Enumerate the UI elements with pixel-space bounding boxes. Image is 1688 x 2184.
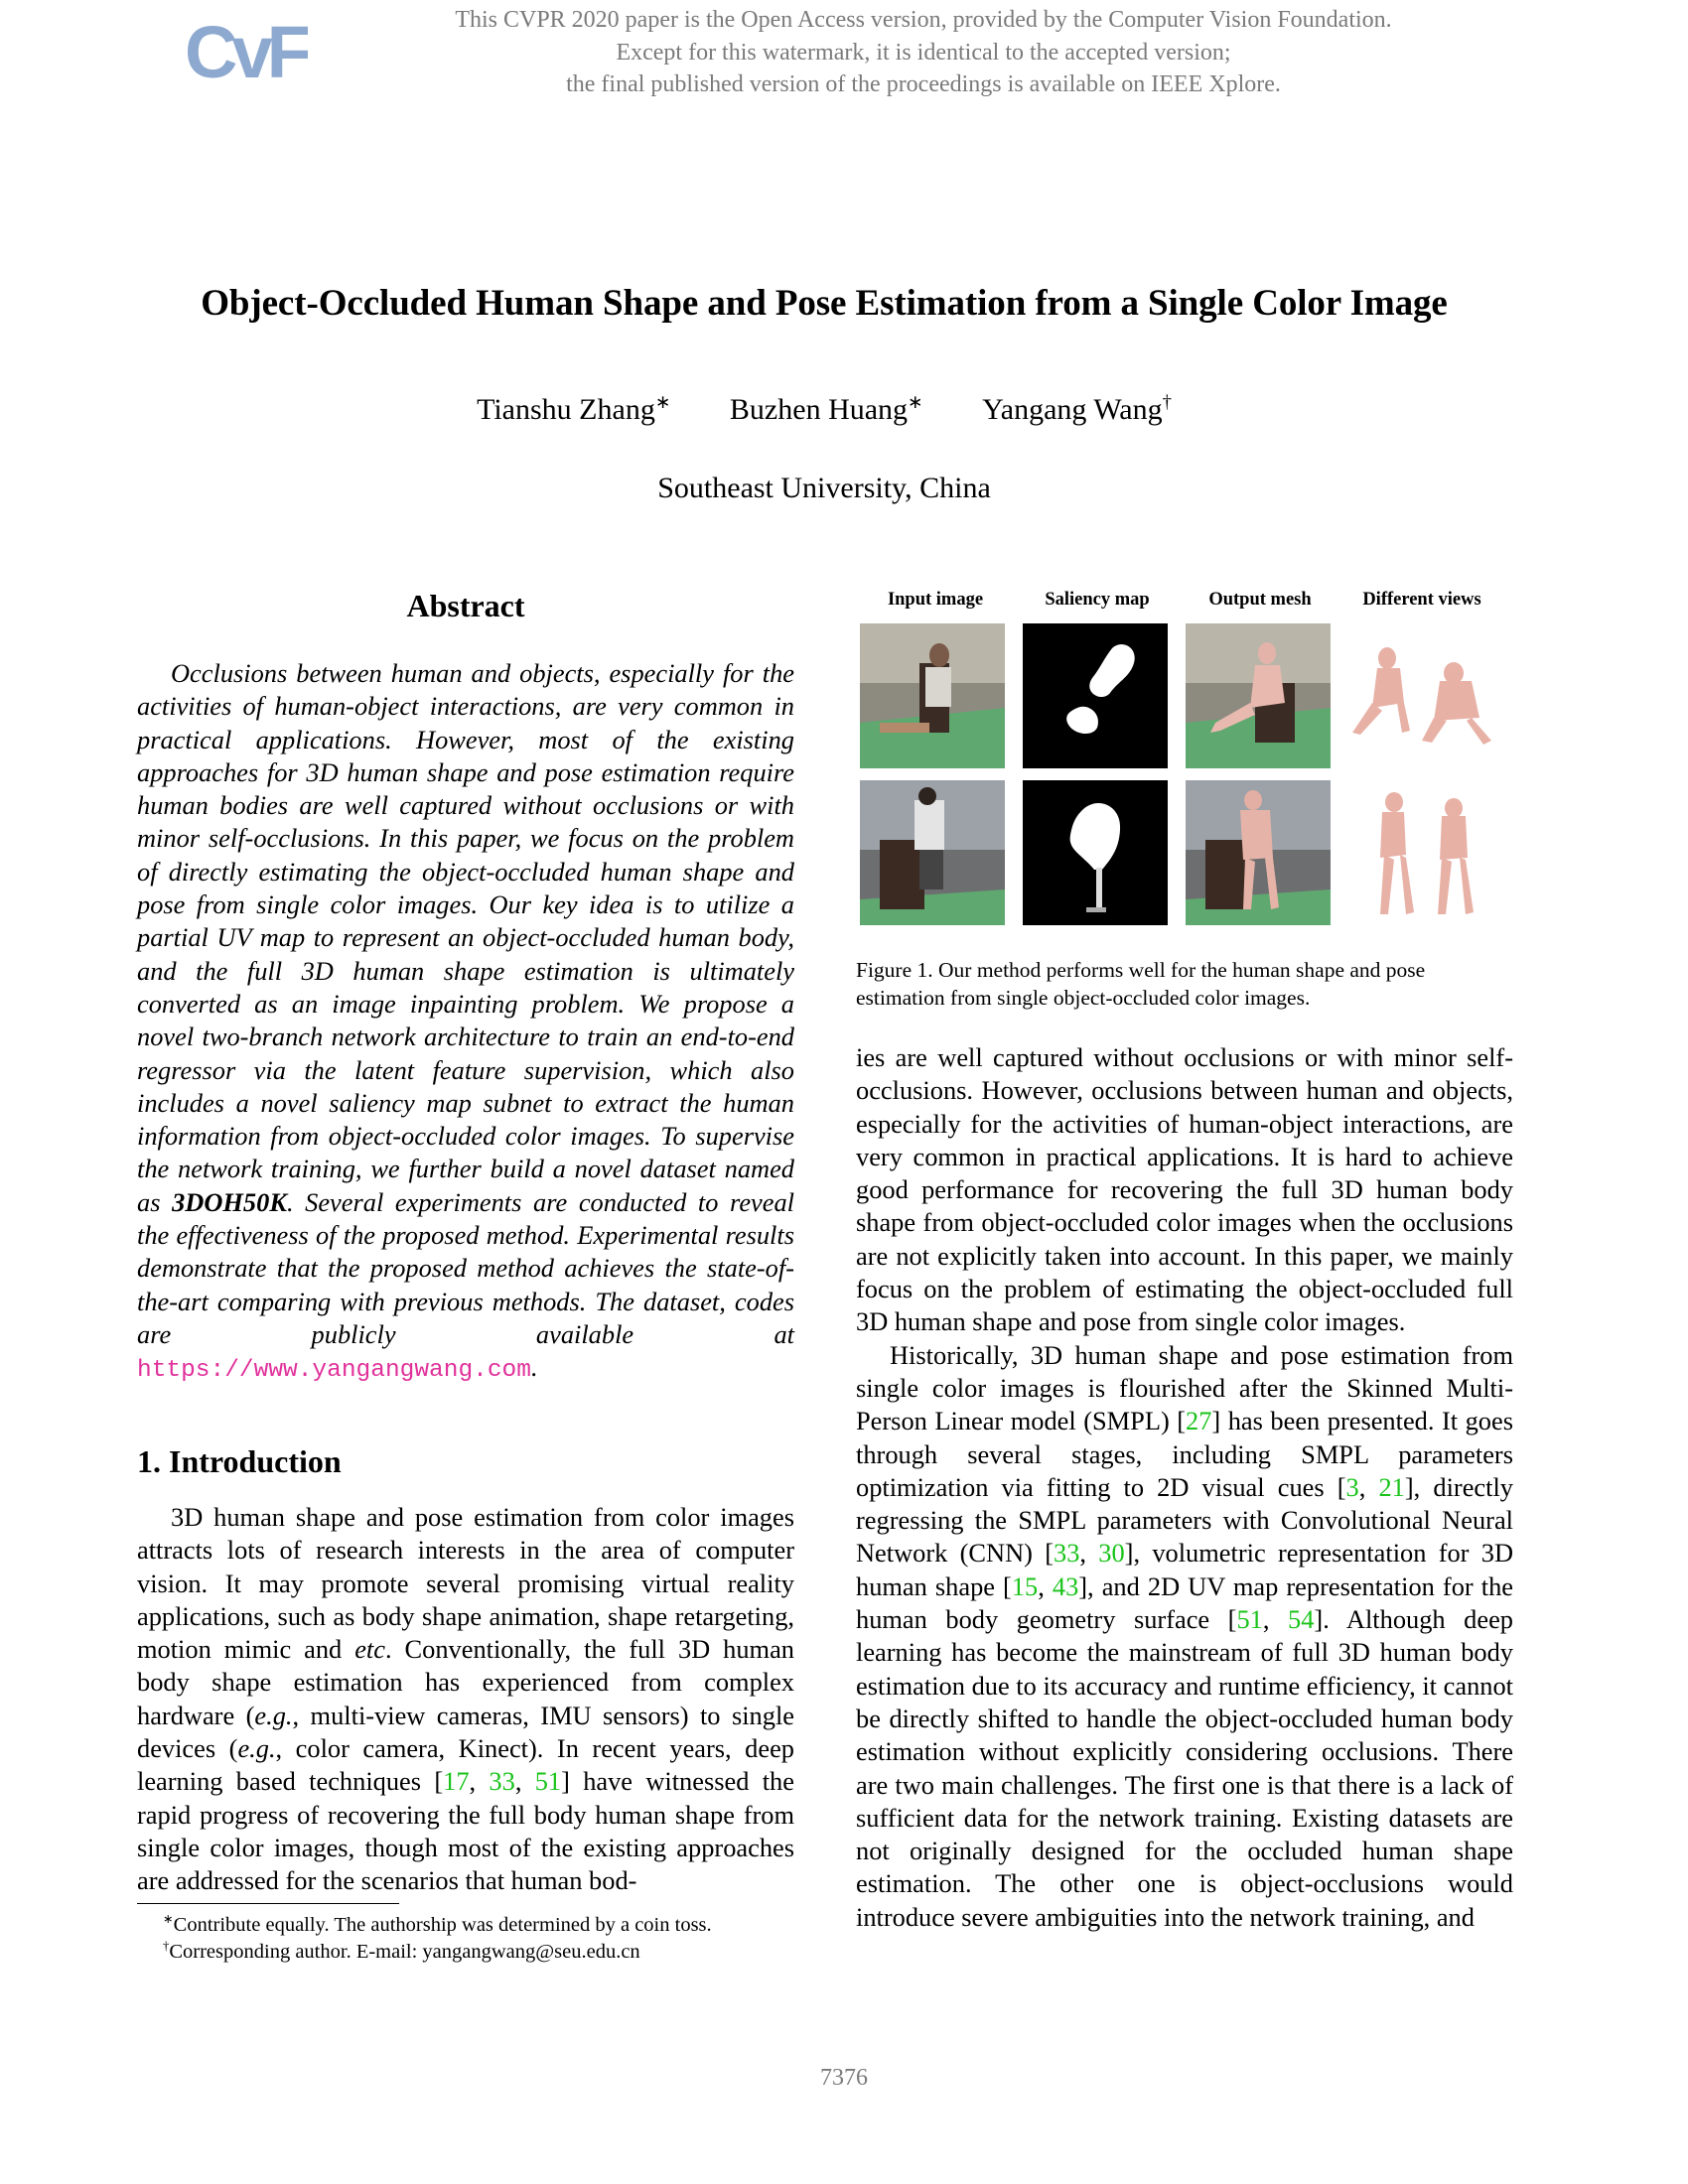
different-views-mesh-image: [1342, 623, 1501, 768]
footnotes: [137, 1912, 832, 1966]
cvf-logo-text: CvF: [185, 12, 306, 93]
footnote: ∗Contribute equally. The authorship was determined by a coin toss.: [163, 1912, 712, 1936]
citation-link[interactable]: 51: [1236, 1604, 1263, 1635]
watermark-line: Except for this watermark, it is identical to the accepted version;: [616, 39, 1231, 66]
cvf-logo: [185, 12, 308, 97]
different-views-mesh-image: [1342, 780, 1501, 925]
section-heading-introduction: 1. Introduction: [137, 1443, 342, 1479]
author: Yangang Wang†: [982, 392, 1172, 426]
citation-link[interactable]: 27: [1186, 1406, 1212, 1436]
citation-link[interactable]: 17: [443, 1766, 470, 1797]
figure-column-header: Output mesh: [1208, 590, 1312, 610]
citation-link[interactable]: 33: [1054, 1538, 1080, 1569]
author-list: [0, 393, 1648, 427]
citation-link[interactable]: 51: [534, 1766, 562, 1797]
citation-link[interactable]: 15: [1011, 1570, 1039, 1601]
introduction-paragraph-continued: ies are well captured without occlusions or with minor self-occlusions. However, occlusions between human and objects, especially for the activities of human-object interactions, are very common in practical applications. It is hard to achieve good performance for recovering the full 3D human body shape from object-occluded color images when the occlusions are not explicitly taken into account. In this paper, we mainly focus on the problem of estimating the object-occluded full 3D human shape and pose from single color images. Historically, 3D human shape and pose estimation from single color images is flourished after the Skinned Multi-Person Linear model (SMPL) [27] has been presented. It goes through several stages, including SMPL parameters optimization via fitting to 2D visual cues [3, 21], directly regressing the SMPL parameters with Convolutional Neural Network (CNN) [33, 30], volumetric representation for 3D human shape [15, 43], and 2D UV map representation for the human body geometry surface [51, 54]. Although deep learning has become the mainstream of full 3D human body estimation due to its accuracy and runtime efficiency, it cannot be directly shifted to handle the object-occluded human body estimation without explicitly considering occlusions. There are two main challenges. The first one is that there is a lack of sufficient data for the network training. Existing datasets are not originally designed for the occluded human shape estimation. The other one is object-occlusions would introduce severe ambiguities into the network training, and: [856, 1042, 1514, 1932]
citation-link[interactable]: 43: [1052, 1570, 1079, 1601]
output-mesh-image: [1186, 623, 1331, 768]
affiliation: Southeast University, China: [657, 472, 991, 504]
citation-link[interactable]: 21: [1378, 1471, 1405, 1502]
figure-column-header: Different views: [1362, 590, 1481, 610]
figure-column-header: Input image: [887, 590, 984, 610]
watermark-notice: [298, 4, 1549, 101]
citation-link[interactable]: 54: [1288, 1604, 1315, 1635]
author: Buzhen Huang∗: [729, 392, 923, 426]
citation-link[interactable]: 30: [1098, 1538, 1125, 1569]
paper-title: Object-Occluded Human Shape and Pose Estimation from a Single Color Image: [201, 283, 1448, 324]
author: Tianshu Zhang∗: [477, 392, 671, 426]
watermark-line: This CVPR 2020 paper is the Open Access version, provided by the Computer Vision Foundation.: [455, 7, 1392, 33]
project-url-link[interactable]: https://www.yangangwang.com: [137, 1357, 531, 1385]
introduction-paragraph: 3D human shape and pose estimation from color images attracts lots of research interests in the area of computer vision. It may promote several promising virtual reality applications, such as body shape animation, shape retargeting, motion mimic and etc. Conventionally, the full 3D human body shape estimation has experienced from complex hardware (e.g., multi-view cameras, IMU sensors) to single devices (e.g., color camera, Kinect). In recent years, deep learning based techniques [17, 33, 51] have witnessed the rapid progress of recovering the full body human shape from single color images, though most of the existing approaches are addressed for the scenarios that human bod-: [137, 1502, 794, 1896]
abstract-heading: Abstract: [406, 588, 525, 623]
citation-link[interactable]: 33: [489, 1766, 515, 1797]
footnote-rule: [137, 1903, 399, 1904]
output-mesh-image: [1186, 780, 1331, 925]
dataset-name: 3DOH50K: [172, 1186, 287, 1217]
figure-caption: Figure 1. Our method performs well for the human shape and pose estimation from single object-occluded color images.: [856, 958, 1426, 1010]
page-number: 7376: [820, 2065, 868, 2091]
saliency-map-image: [1023, 623, 1168, 768]
watermark-line: the final published version of the proceedings is available on IEEE Xplore.: [566, 71, 1281, 97]
saliency-map-image: [1023, 780, 1168, 925]
citation-link[interactable]: 3: [1345, 1471, 1359, 1502]
input-image-photo: [860, 780, 1005, 925]
footnote: †Corresponding author. E-mail: yangangwang@seu.edu.cn: [163, 1939, 640, 1963]
input-image-photo: [860, 623, 1005, 768]
figure-column-header: Saliency map: [1045, 590, 1150, 610]
abstract-body: Occlusions between human and objects, especially for the activities of human-object interactions, are very common in practical applications. However, most of the existing approaches for 3D human shape and pose estimation require human bodies are well captured without occlusions or with minor self-occlusions. In this paper, we focus on the problem of directly estimating the object-occluded human shape and pose from single color images. Our key idea is to utilize a partial UV map to represent an object-occluded human body, and the full 3D human shape estimation is ultimately converted as an image inpainting problem. We propose a novel two-branch network architecture to train an end-to-end regressor via the latent feature supervision, which also includes a novel saliency map subnet to extract the human information from object-occluded color images. To supervise the network training, we further build a novel dataset named as 3DOH50K. Several experiments are conducted to reveal the effectiveness of the proposed method. Experimental results demonstrate that the proposed method achieves the state-of-the-art comparing with previous methods. The dataset, codes are publicly available at https://www.yangangwang.com.: [137, 658, 794, 1385]
